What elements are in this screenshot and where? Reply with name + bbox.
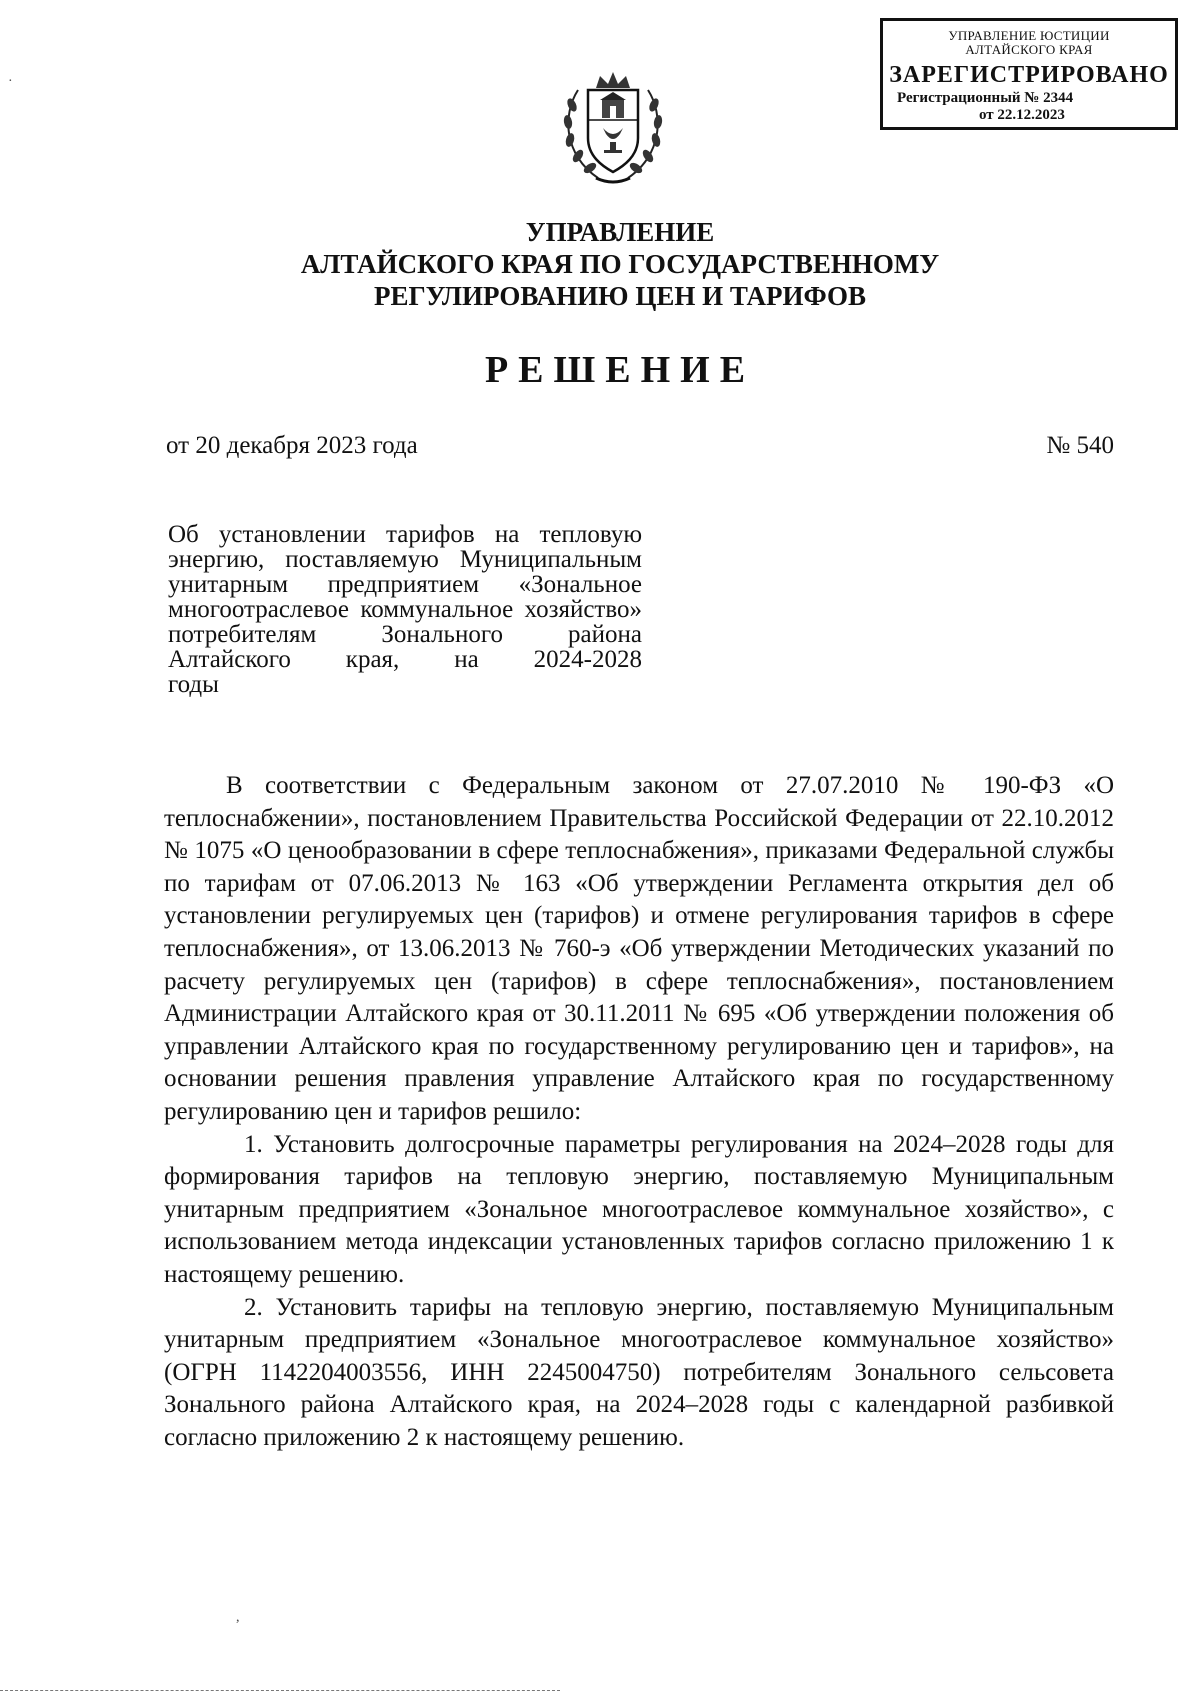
scan-bottom-edge-line xyxy=(0,1690,560,1691)
stamp-authority-line1: УПРАВЛЕНИЕ ЮСТИЦИИ xyxy=(948,28,1110,43)
stamp-authority-line2: АЛТАЙСКОГО КРАЯ xyxy=(965,42,1093,57)
altai-krai-coat-of-arms-icon xyxy=(558,60,668,190)
org-line-1: УПРАВЛЕНИЕ xyxy=(525,217,715,247)
document-subject xyxy=(168,522,642,697)
stamp-reg-date: от 22.12.2023 xyxy=(979,107,1065,123)
subject-last-word: годы xyxy=(168,671,219,698)
org-line-3: РЕГУЛИРОВАНИЮ ЦЕН И ТАРИФОВ xyxy=(373,281,867,311)
document-number: № 540 xyxy=(1046,432,1114,459)
document-type-title: РЕШЕНИЕ xyxy=(484,349,756,391)
body-preamble: В соответствии с Федеральным законом от 27.07.2010 № 190-ФЗ «О теплоснабжении», постановлением Правительства Российской Федерации от 22.10.2012 № 1075 «О ценообразовании в сфере теплоснабжения», приказами Федеральной службы по тарифам от 07.06.2013 № 163 «Об утверждении Регламента открытия дел об установлении регулируемых цен (тарифов) и отмене регулирования тарифов в сфере теплоснабжения», от 13.06.2013 № 760-э «Об утверждении Методических указаний по расчету регулируемых цен (тарифов) в сфере теплоснабжения», постановлением Администрации Алтайского края от 30.11.2011 № 695 «Об утверждении положения об управлении Алтайского края по государственному регулированию цен и тарифов», на основании решения правления управление Алтайского края по государственному регулированию цен и тарифов решило: xyxy=(164,772,1114,1125)
subject-text: Об установлении тарифов на тепловую энергию, поставляемую Муниципальным унитарным предприятием «Зональное многоотраслевое коммунальное хозяйство» потребителям Зонального района Алтайского края, на 2024-2028 xyxy=(168,521,642,673)
scan-speck: , xyxy=(236,1610,240,1625)
body-item-2: 2. Установить тарифы на тепловую энергию, поставляемую Муниципальным унитарным предприятием «Зональное многоотраслевое коммунальное хозяйство» (ОГРН 1142204003556, ИНН 2245004750) потребителям Зонального сельсовета Зонального района Алтайского края, на 2024–2028 годы с календарной разбивкой согласно приложению 2 к настоящему решению. xyxy=(164,1293,1114,1451)
registration-stamp xyxy=(880,18,1178,130)
document-date: от 20 декабря 2023 года xyxy=(166,432,418,459)
organization-name xyxy=(200,216,1040,312)
stamp-reg-number: Регистрационный № 2344 xyxy=(897,90,1074,106)
document-body xyxy=(164,770,1114,1454)
org-line-2: АЛТАЙСКОГО КРАЯ ПО ГОСУДАРСТВЕННОМУ xyxy=(300,249,940,279)
scan-speck: · xyxy=(8,74,13,89)
body-item-1: 1. Установить долгосрочные параметры регулирования на 2024–2028 годы для формирования тарифов на тепловую энергию, поставляемую Муниципальным унитарным предприятием «Зональное многоотраслевое коммунальное хозяйство», с использованием метода индексации установленных тарифов согласно приложению 1 к настоящему решению. xyxy=(164,1130,1114,1288)
stamp-status: ЗАРЕГИСТРИРОВАНО xyxy=(889,62,1169,88)
